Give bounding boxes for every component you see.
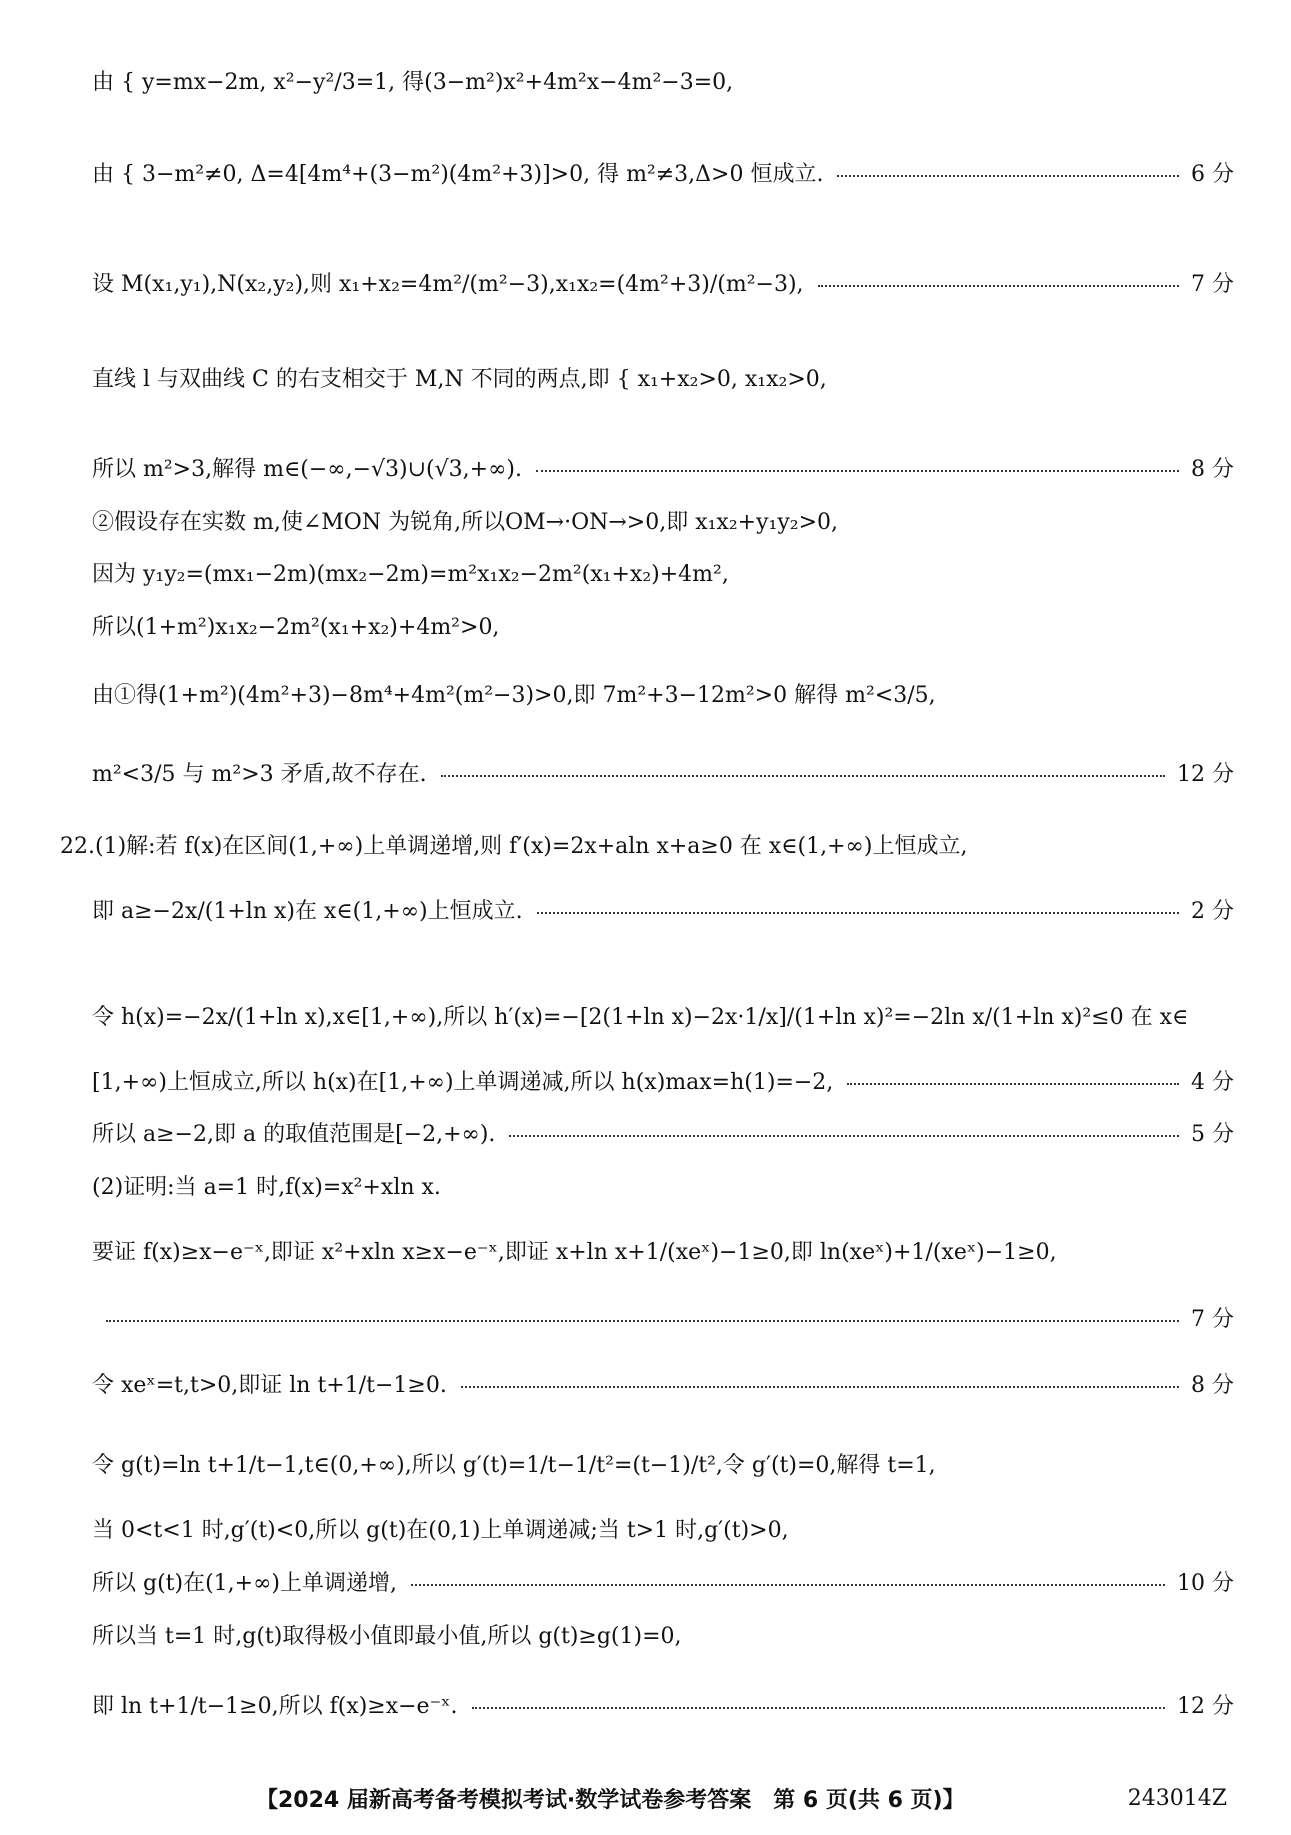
answer-line-3	[92, 262, 1234, 302]
leader-dots	[536, 470, 1179, 472]
answer-line-12	[92, 889, 1234, 929]
footer-code: 243014Z	[1127, 1785, 1227, 1811]
line-text: 由 { y=mx−2m, x²−y²/3=1, 得(3−m²)x²+4m²x−4m²−3=0,	[92, 69, 734, 95]
answer-line-7	[92, 552, 1234, 592]
answer-line-11	[60, 824, 1234, 864]
line-text: 令 g(t)=ln t+1/t−1,t∈(0,+∞),所以 g′(t)=1/t−1/t²=(t−1)/t²,令 g′(t)=0,解得 t=1,	[92, 1452, 936, 1478]
line-text: ②假设存在实数 m,使∠MON 为锐角,所以OM→·ON→>0,即 x₁x₂+y₁y₂>0,	[92, 509, 839, 535]
answer-line-4	[92, 345, 1234, 409]
score-label: 10 分	[1177, 1570, 1234, 1596]
leader-dots	[106, 1320, 1179, 1322]
line-text: 因为 y₁y₂=(mx₁−2m)(mx₂−2m)=m²x₁x₂−2m²(x₁+x₂)+4m²,	[92, 561, 729, 587]
answer-line-6	[92, 500, 1234, 540]
line-text: 所以 m²>3,解得 m∈(−∞,−√3)∪(√3,+∞).	[92, 456, 522, 482]
line-text: 令 h(x)=−2x/(1+ln x),x∈[1,+∞),所以 h′(x)=−[2(1+ln x)−2x·1/x]/(1+ln x)²=−2ln x/(1+ln x)²≤0 在 x∈	[92, 1004, 1189, 1030]
line-text: 所以当 t=1 时,g(t)取得极小值即最小值,所以 g(t)≥g(1)=0,	[92, 1623, 682, 1649]
line-text: (2)证明:当 a=1 时,f(x)=x²+xln x.	[92, 1174, 441, 1200]
answer-line-15	[92, 1112, 1234, 1152]
answer-line-2	[92, 140, 1234, 204]
answer-line-13	[92, 995, 1234, 1035]
answer-line-5	[92, 447, 1234, 487]
answer-line-9	[92, 673, 1234, 713]
score-label: 12 分	[1177, 1693, 1234, 1719]
footer-title: 【2024 届新高考备考模拟考试·数学试卷参考答案 第 6 页(共 6 页)】	[256, 1787, 965, 1813]
answer-line-8	[92, 605, 1234, 645]
line-text: [1,+∞)上恒成立,所以 h(x)在[1,+∞)上单调递减,所以 h(x)max=h(1)=−2,	[92, 1069, 834, 1095]
answer-line-16	[92, 1165, 1234, 1205]
score-label: 7 分	[1191, 1306, 1234, 1332]
score-label: 7 分	[1191, 271, 1234, 297]
page-footer	[0, 1781, 1291, 1815]
line-text: 设 M(x₁,y₁),N(x₂,y₂),则 x₁+x₂=4m²/(m²−3),x₁x₂=(4m²+3)/(m²−3),	[92, 271, 804, 297]
leader-dots	[509, 1135, 1179, 1137]
answer-line-1	[92, 48, 1234, 112]
line-text: 令 xeˣ=t,t>0,即证 ln t+1/t−1≥0.	[92, 1372, 447, 1398]
line-text: 由①得(1+m²)(4m²+3)−8m⁴+4m²(m²−3)>0,即 7m²+3−12m²>0 解得 m²<3/5,	[92, 682, 936, 708]
score-label: 8 分	[1191, 1372, 1234, 1398]
leader-dots	[837, 175, 1179, 177]
answer-line-17	[92, 1230, 1234, 1270]
answer-line-18	[92, 1297, 1234, 1337]
leader-dots	[537, 912, 1179, 914]
line-text: 由 { 3−m²≠0, Δ=4[4m⁴+(3−m²)(4m²+3)]>0, 得 m²≠3,Δ>0 恒成立.	[92, 161, 824, 187]
line-text: 直线 l 与双曲线 C 的右支相交于 M,N 不同的两点,即 { x₁+x₂>0, x₁x₂>0,	[92, 366, 827, 392]
score-label: 2 分	[1191, 898, 1234, 924]
score-label: 8 分	[1191, 456, 1234, 482]
line-text: 要证 f(x)≥x−e⁻ˣ,即证 x²+xln x≥x−e⁻ˣ,即证 x+ln x+1/(xeˣ)−1≥0,即 ln(xeˣ)+1/(xeˣ)−1≥0,	[92, 1239, 1057, 1265]
line-text: 所以 g(t)在(1,+∞)上单调递增,	[92, 1570, 397, 1596]
line-text: 当 0<t<1 时,g′(t)<0,所以 g(t)在(0,1)上单调递减;当 t>1 时,g′(t)>0,	[92, 1517, 789, 1543]
answer-line-24	[92, 1684, 1234, 1724]
leader-dots	[847, 1083, 1179, 1085]
leader-dots	[441, 775, 1165, 777]
answer-line-14	[92, 1060, 1234, 1100]
score-label: 5 分	[1191, 1121, 1234, 1147]
answer-line-21	[92, 1508, 1234, 1548]
score-label: 6 分	[1191, 161, 1234, 187]
line-text: 即 a≥−2x/(1+ln x)在 x∈(1,+∞)上恒成立.	[92, 898, 523, 924]
leader-dots	[472, 1707, 1165, 1709]
answer-line-22	[92, 1561, 1234, 1601]
line-text: 即 ln t+1/t−1≥0,所以 f(x)≥x−e⁻ˣ.	[92, 1693, 458, 1719]
leader-dots	[411, 1584, 1165, 1586]
answer-line-19	[92, 1363, 1234, 1403]
answer-line-10	[92, 752, 1234, 792]
score-label: 12 分	[1177, 761, 1234, 787]
answer-line-23	[92, 1614, 1234, 1654]
leader-dots	[818, 285, 1179, 287]
line-text: 22.(1)解:若 f(x)在区间(1,+∞)上单调递增,则 f′(x)=2x+aln x+a≥0 在 x∈(1,+∞)上恒成立,	[60, 833, 968, 859]
leader-dots	[461, 1386, 1179, 1388]
score-label: 4 分	[1191, 1069, 1234, 1095]
line-text: 所以(1+m²)x₁x₂−2m²(x₁+x₂)+4m²>0,	[92, 614, 500, 640]
line-text: 所以 a≥−2,即 a 的取值范围是[−2,+∞).	[92, 1121, 496, 1147]
answer-line-20	[92, 1443, 1234, 1483]
line-text: m²<3/5 与 m²>3 矛盾,故不存在.	[92, 761, 427, 787]
